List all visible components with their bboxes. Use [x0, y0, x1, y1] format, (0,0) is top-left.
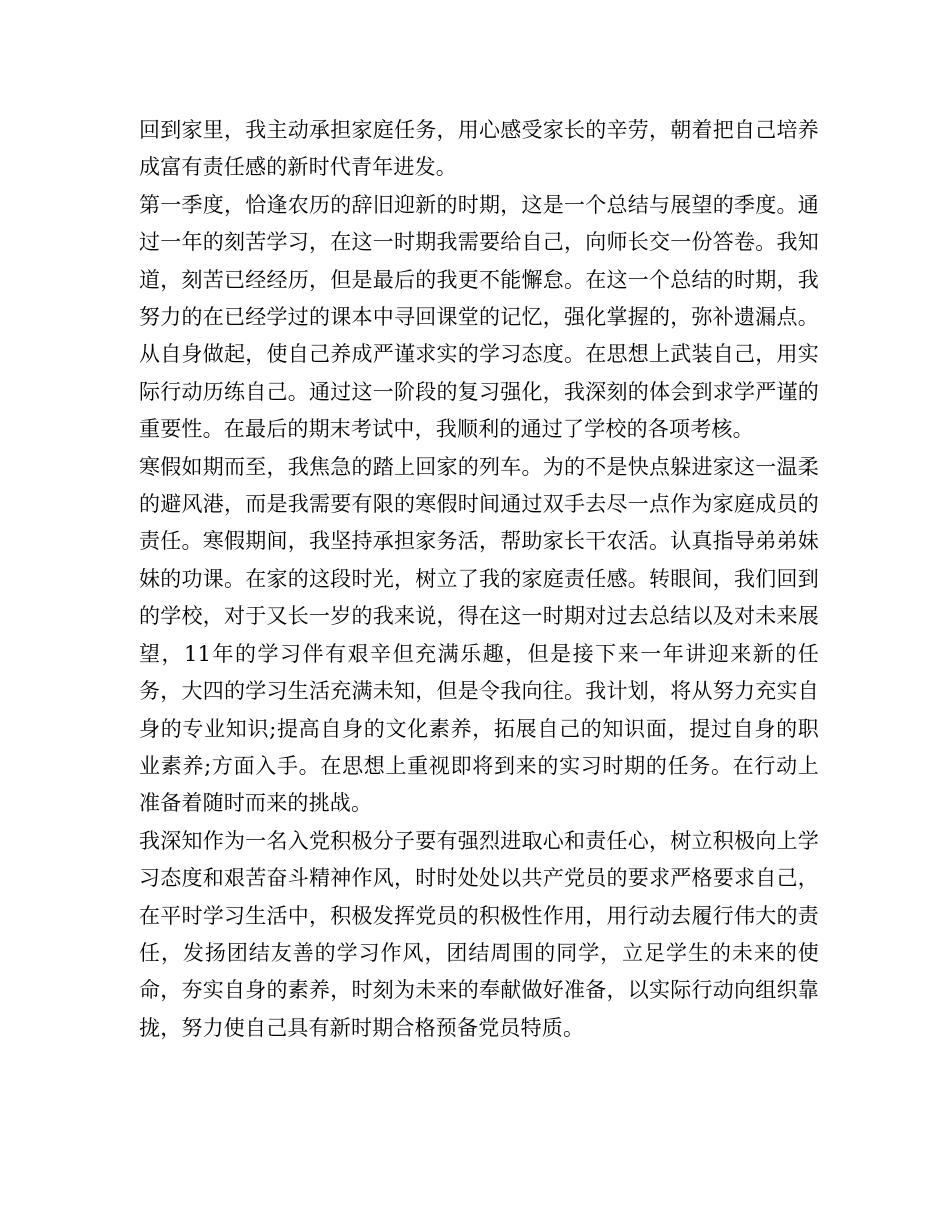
paragraph-2: 第一季度，恰逢农历的辞旧迎新的时期，这是一个总结与展望的季度。通过一年的刻苦学习，在这一时期我需要给自己，向师长交一份答卷。我知道，刻苦已经经历，但是最后的我更不能懈怠。在这一个总结的时期，我努力的在已经学过的课本中寻回课堂的记忆，强化掌握的，弥补遗漏点。从自身做起，使自己养成严谨求实的学习态度。在思想上武装自己，用实际行动历练自己。通过这一阶段的复习强化，我深刻的体会到求学严谨的重要性。在最后的期末考试中，我顺利的通过了学校的各项考核。	[139, 192, 819, 442]
paragraph-4: 我深知作为一名入党积极分子要有强烈进取心和责任心，树立积极向上学习态度和艰苦奋斗精神作风，时时处处以共产党员的要求严格要求自己，在平时学习生活中，积极发挥党员的积极性作用，用行动去履行伟大的责任，发扬团结友善的学习作风，团结周围的同学，立足学生的未来的使命，夯实自身的素养，时刻为未来的奉献做好准备，以实际行动向组织靠拢，努力使自己具有新时期合格预备党员特质。	[139, 828, 819, 1040]
paragraph-3: 寒假如期而至，我焦急的踏上回家的列车。为的不是快点躲进家这一温柔的避风港，而是我需要有限的寒假时间通过双手去尽一点作为家庭成员的责任。寒假期间，我坚持承担家务活，帮助家长干农活。认真指导弟弟妹妹的功课。在家的这段时光，树立了我的家庭责任感。转眼间，我们回到的学校，对于又长一岁的我来说，得在这一时期对过去总结以及对未来展望，11年的学习伴有艰辛但充满乐趣，但是接下来一年讲迎来新的任务，大四的学习生活充满未知，但是令我向往。我计划，将从努力充实自身的专业知识;提高自身的文化素养，拓展自己的知识面，提过自身的职业素养;方面入手。在思想上重视即将到来的实习时期的任务。在行动上准备着随时而来的挑战。	[139, 454, 819, 816]
paragraph-1: 回到家里，我主动承担家庭任务，用心感受家长的辛劳，朝着把自己培养成富有责任感的新时代青年进发。	[139, 118, 819, 180]
document-body	[139, 112, 819, 1047]
